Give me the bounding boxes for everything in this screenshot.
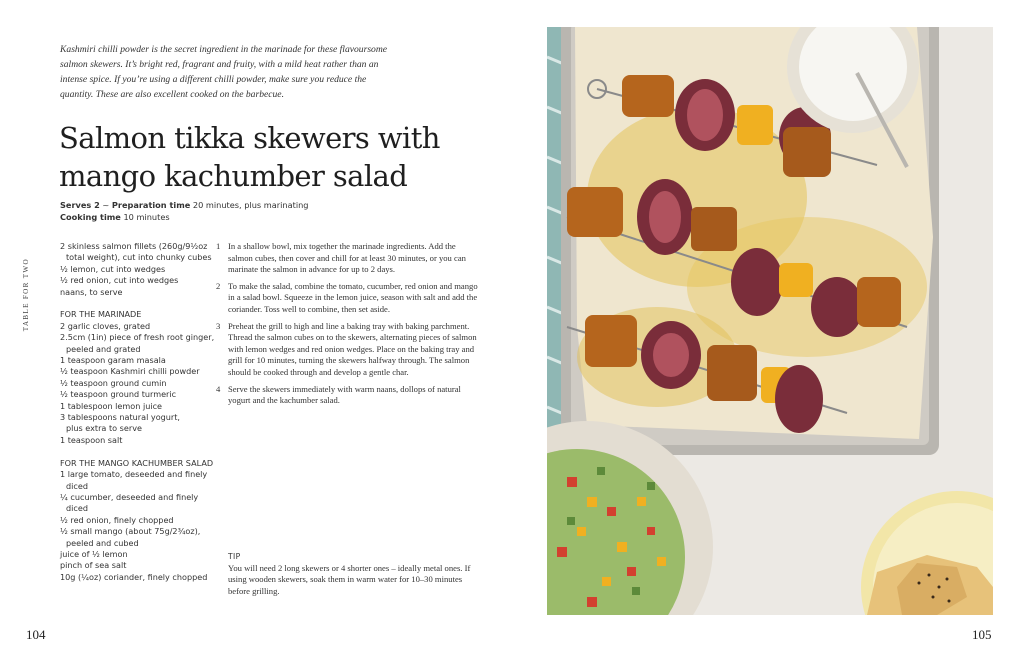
ingredient-line: ½ teaspoon ground turmeric bbox=[60, 389, 177, 400]
recipe-meta bbox=[60, 199, 360, 223]
ingredient-line: peeled and cubed bbox=[66, 537, 139, 548]
ingredient-line: 2 skinless salmon fillets (260g/9½oz bbox=[60, 241, 208, 251]
step-number: 3 bbox=[216, 320, 221, 331]
meta-separator: ~ bbox=[102, 200, 110, 210]
recipe-tip bbox=[228, 551, 478, 597]
ingredient-line: 2.5cm (1in) piece of fresh root ginger, bbox=[60, 332, 215, 343]
step-text: Serve the skewers immediately with warm naans, dollops of natural yogurt and the kachumber salad. bbox=[228, 383, 461, 406]
method-step bbox=[216, 384, 478, 407]
method-steps bbox=[216, 241, 478, 412]
ingredient-line: ½ lemon, cut into wedges bbox=[60, 263, 166, 274]
section-side-label: TABLE FOR TWO bbox=[22, 258, 30, 332]
ingredient-line: ½ red onion, cut into wedges bbox=[60, 275, 179, 286]
recipe-title bbox=[59, 119, 459, 195]
ingredient-line: plus extra to serve bbox=[66, 423, 142, 434]
serves-label: Serves 2 bbox=[60, 200, 100, 210]
ingredients-list bbox=[60, 241, 215, 583]
food-photo-illustration bbox=[547, 27, 993, 615]
ingredient-line: 1 teaspoon salt bbox=[60, 434, 123, 445]
ingredient-line: ½ red onion, finely chopped bbox=[60, 514, 174, 525]
prep-time-value: 20 minutes, plus marinating bbox=[192, 200, 309, 210]
food-photo bbox=[547, 27, 993, 615]
ingredient-line: ½ small mango (about 75g/2¾oz), bbox=[60, 526, 201, 537]
step-text: Preheat the grill to high and line a baking tray with baking parchment. Thread the salmon cubes on to the skewers, alternating pieces of salmon with lemon wedges and red onion wedges. Place on the baking tray and grill for 10 minutes, turning the skewers halfway through. The salmon should be cooked through and develop a gentle char. bbox=[228, 320, 477, 377]
recipe-title-line-2: mango kachumber salad bbox=[59, 159, 408, 193]
marinade-heading: FOR THE MARINADE bbox=[60, 309, 142, 320]
page-number-right: 105 bbox=[972, 627, 992, 642]
ingredient-line: diced bbox=[66, 480, 88, 491]
tip-label: TIP bbox=[228, 552, 241, 561]
ingredient-line: ¼ cucumber, deseeded and finely bbox=[60, 491, 199, 502]
ingredient-line: juice of ½ lemon bbox=[60, 548, 128, 559]
method-step bbox=[216, 241, 478, 276]
ingredient-line: 10g (¼oz) coriander, finely chopped bbox=[60, 571, 208, 582]
recipe-intro: Kashmiri chilli powder is the secret ingredient in the marinade for these flavoursome salmon skewers. It’s bright red, fragrant and fruity, with a mild heat rather than an intense spice. If you’re using a different chilli powder, make sure you reduce the quantity. These are also excellent cooked on the barbecue. bbox=[60, 44, 388, 100]
ingredient-line: ½ teaspoon Kashmiri chilli powder bbox=[60, 366, 200, 377]
ingredient-line: 2 garlic cloves, grated bbox=[60, 320, 151, 331]
spacer bbox=[60, 446, 210, 457]
recipe-title-line-1: Salmon tikka skewers with bbox=[59, 121, 440, 155]
salad-heading: FOR THE MANGO KACHUMBER SALAD bbox=[60, 457, 214, 468]
ingredient-line: total weight), cut into chunky cubes bbox=[66, 252, 212, 263]
method-step bbox=[216, 321, 478, 379]
ingredient-line: diced bbox=[66, 503, 88, 514]
ingredient-line: 1 tablespoon lemon juice bbox=[60, 400, 163, 411]
method-step bbox=[216, 281, 478, 316]
cook-time-label: Cooking time bbox=[60, 212, 121, 222]
tip-text: You will need 2 long skewers or 4 shorter ones – ideally metal ones. If using wooden skewers, soak them in warm water for 10–30 minutes before grilling. bbox=[228, 562, 471, 596]
ingredient-line: 1 large tomato, deseeded and finely bbox=[60, 469, 208, 480]
ingredient-line: ½ teaspoon ground cumin bbox=[60, 377, 167, 388]
step-text: To make the salad, combine the tomato, cucumber, red onion and mango in a salad bowl. Squeeze in the lemon juice, season with salt and add the coriander. Toss well to combine, then set aside. bbox=[228, 280, 478, 314]
ingredient-line: naans, to serve bbox=[60, 286, 123, 297]
page-number-left: 104 bbox=[26, 627, 46, 642]
step-number: 2 bbox=[216, 280, 221, 291]
ingredient-line: pinch of sea salt bbox=[60, 560, 127, 571]
prep-time-label: Preparation time bbox=[111, 200, 191, 210]
spacer bbox=[60, 298, 210, 309]
step-number: 1 bbox=[216, 241, 221, 251]
ingredient-line: 3 tablespoons natural yogurt, bbox=[60, 412, 180, 423]
ingredient-line: peeled and grated bbox=[66, 343, 141, 354]
step-text: In a shallow bowl, mix together the marinade ingredients. Add the salmon cubes, then cover and chill for at least 30 minutes, or you can marinate the salmon in advance for up to 2 days. bbox=[228, 241, 466, 275]
ingredient-line: 1 teaspoon garam masala bbox=[60, 355, 166, 366]
step-number: 4 bbox=[216, 383, 221, 394]
cook-time-value: 10 minutes bbox=[123, 212, 170, 222]
